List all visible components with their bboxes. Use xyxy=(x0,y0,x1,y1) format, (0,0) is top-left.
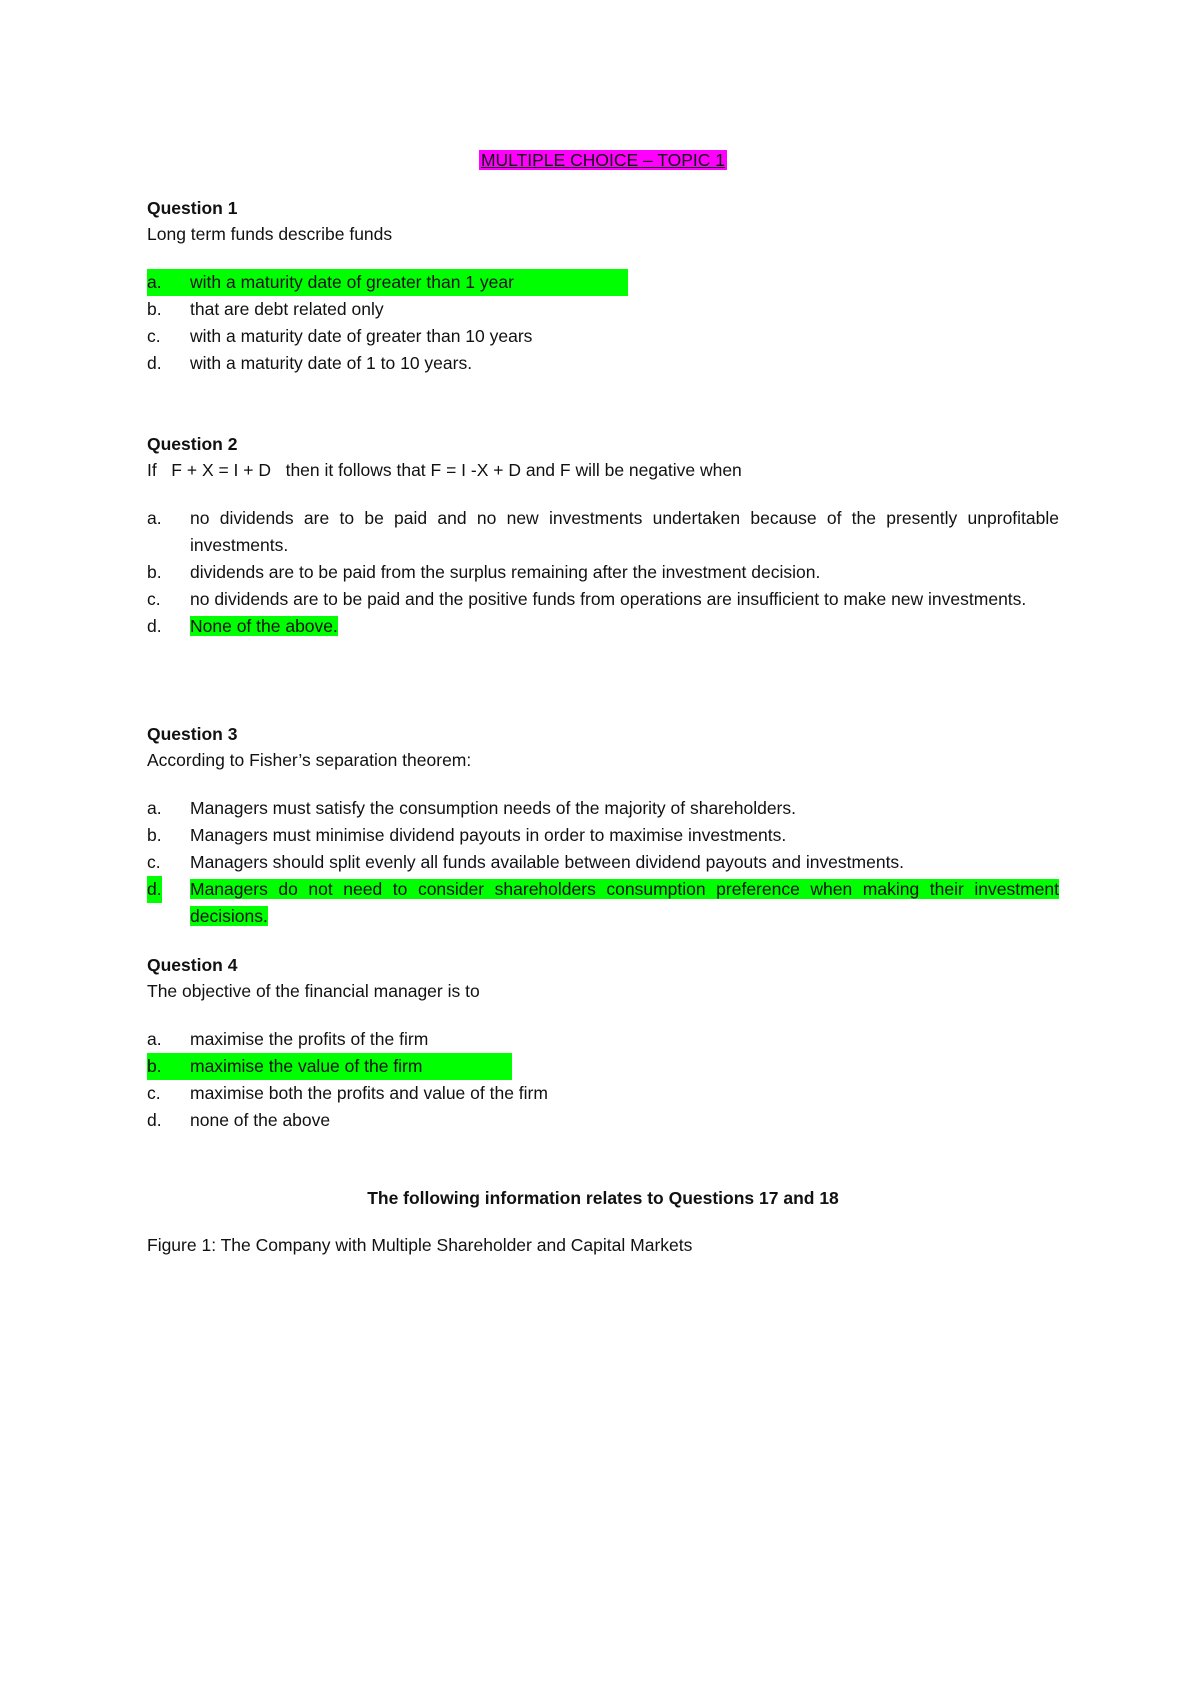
option-d xyxy=(147,876,1059,930)
options-list xyxy=(147,795,1059,930)
option-text: Managers must minimise dividend payouts in order to maximise investments. xyxy=(190,825,787,845)
option-text: Managers do not need to consider shareholders consumption preference when making their investment decisions. xyxy=(190,879,1059,926)
option-letter: d. xyxy=(147,353,162,373)
option-d xyxy=(147,350,1059,377)
option-letter: a. xyxy=(147,508,162,528)
option-text: with a maturity date of 1 to 10 years. xyxy=(190,353,473,373)
option-b xyxy=(147,559,1059,586)
option-a xyxy=(147,1026,1059,1053)
option-a xyxy=(147,505,1059,559)
options-list xyxy=(147,269,1059,377)
option-text: maximise the profits of the firm xyxy=(190,1029,429,1049)
question-heading: Question 3 xyxy=(147,724,238,744)
option-a xyxy=(147,269,628,296)
option-letter: b. xyxy=(147,1056,162,1076)
option-letter: a. xyxy=(147,798,162,818)
section-note: The following information relates to Questions 17 and 18 xyxy=(367,1188,839,1208)
question-4 xyxy=(147,952,1059,1134)
question-1 xyxy=(147,195,1059,377)
option-letter: a. xyxy=(147,272,162,292)
question-stem: The objective of the financial manager is to xyxy=(147,981,480,1001)
option-text: dividends are to be paid from the surplus remaining after the investment decision. xyxy=(190,562,821,582)
option-d xyxy=(147,613,1059,640)
options-list xyxy=(147,505,1059,640)
option-letter: d. xyxy=(147,876,162,903)
figure-caption: Figure 1: The Company with Multiple Shareholder and Capital Markets xyxy=(147,1235,693,1255)
option-letter: d. xyxy=(147,616,162,636)
option-text: that are debt related only xyxy=(190,299,384,319)
question-stem: According to Fisher’s separation theorem: xyxy=(147,750,472,770)
option-text: no dividends are to be paid and no new investments undertaken because of the presently unprofitable investments. xyxy=(190,508,1059,555)
option-text: Managers must satisfy the consumption needs of the majority of shareholders. xyxy=(190,798,796,818)
option-c xyxy=(147,849,1059,876)
option-c xyxy=(147,1080,1059,1107)
options-list xyxy=(147,1026,1059,1134)
option-letter: d. xyxy=(147,1110,162,1130)
question-heading: Question 1 xyxy=(147,198,238,218)
option-letter: c. xyxy=(147,852,161,872)
option-text: maximise both the profits and value of the firm xyxy=(190,1083,548,1103)
option-letter: b. xyxy=(147,299,162,319)
question-3 xyxy=(147,721,1059,930)
option-letter: c. xyxy=(147,589,161,609)
option-a xyxy=(147,795,1059,822)
option-letter: b. xyxy=(147,825,162,845)
question-2 xyxy=(147,431,1059,640)
option-text: maximise the value of the firm xyxy=(190,1056,423,1076)
question-heading: Question 2 xyxy=(147,434,238,454)
option-c xyxy=(147,586,1059,613)
page-title xyxy=(147,148,1059,172)
question-stem: If F + X = I + D then it follows that F = I -X + D and F will be negative when xyxy=(147,460,742,480)
option-text: with a maturity date of greater than 1 year xyxy=(190,272,514,292)
option-text: with a maturity date of greater than 10 years xyxy=(190,326,533,346)
option-text: Managers should split evenly all funds available between dividend payouts and investments. xyxy=(190,852,905,872)
question-stem: Long term funds describe funds xyxy=(147,224,393,244)
option-text: none of the above xyxy=(190,1110,331,1130)
option-letter: a. xyxy=(147,1029,162,1049)
question-heading: Question 4 xyxy=(147,955,238,975)
option-b xyxy=(147,296,1059,323)
option-text: None of the above. xyxy=(190,616,338,636)
option-letter: c. xyxy=(147,1083,161,1103)
option-letter: b. xyxy=(147,562,162,582)
option-b xyxy=(147,822,1059,849)
option-b xyxy=(147,1053,512,1080)
option-letter: c. xyxy=(147,326,161,346)
option-text: no dividends are to be paid and the positive funds from operations are insufficient to make new investments. xyxy=(190,589,1027,609)
option-c xyxy=(147,323,1059,350)
page-title-text: MULTIPLE CHOICE – TOPIC 1 xyxy=(480,150,726,170)
option-d xyxy=(147,1107,1059,1134)
